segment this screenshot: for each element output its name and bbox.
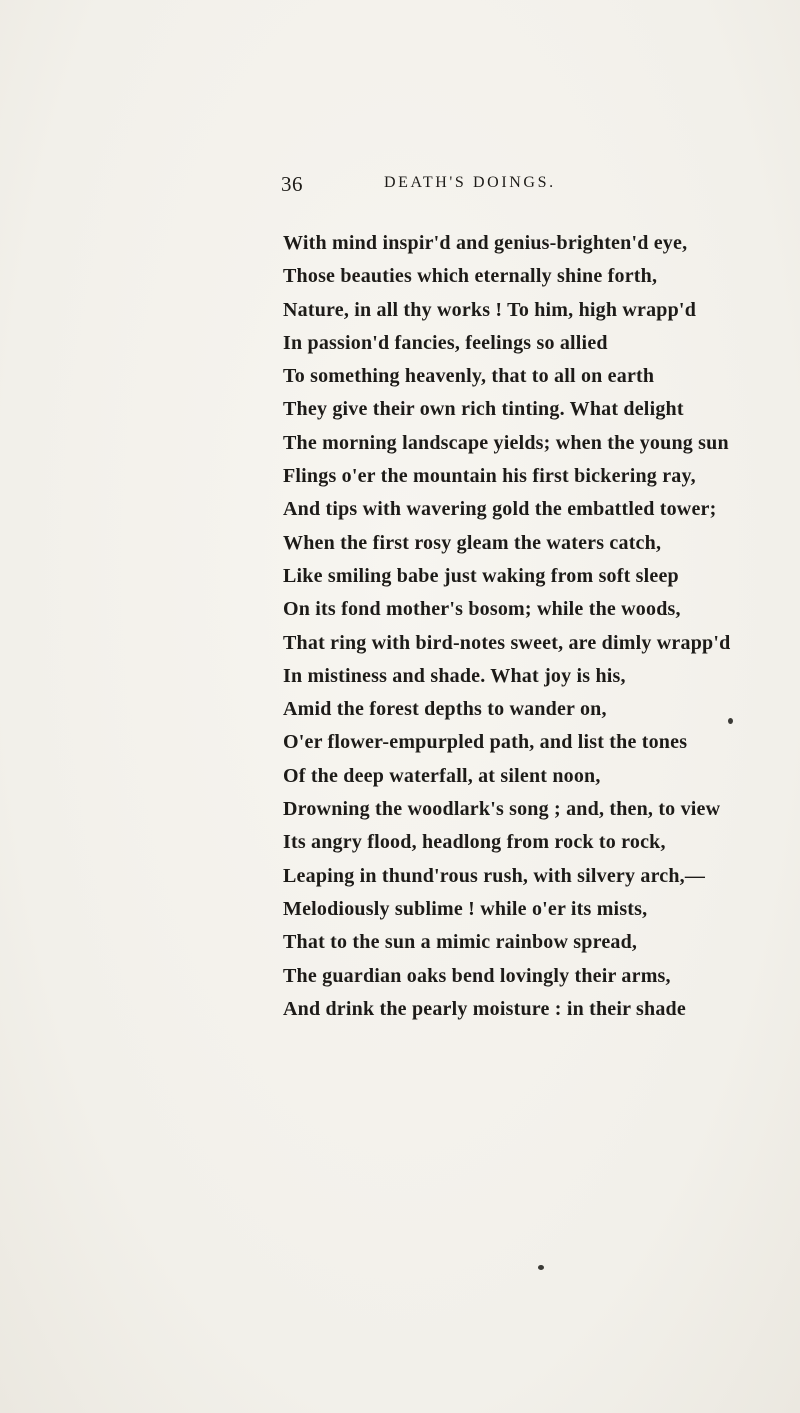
poem-line: Of the deep waterfall, at silent noon,	[283, 764, 601, 787]
poem-line: And drink the pearly moisture : in their shade	[283, 997, 686, 1020]
ink-speck	[538, 1265, 544, 1270]
poem-line: In passion'd fancies, feelings so allied	[283, 331, 608, 354]
poem-line: Like smiling babe just waking from soft sleep	[283, 564, 679, 587]
poem-line: In mistiness and shade. What joy is his,	[283, 664, 626, 687]
poem-line: Nature, in all thy works ! To him, high wrapp'd	[283, 298, 697, 321]
poem-line: Melodiously sublime ! while o'er its mists,	[283, 897, 648, 920]
poem-line: With mind inspir'd and genius-brighten'd eye,	[283, 232, 688, 254]
poem-line: The morning landscape yields; when the young sun	[283, 431, 729, 454]
running-title: DEATH'S DOINGS.	[384, 174, 556, 191]
poem-line: To something heavenly, that to all on earth	[283, 365, 655, 388]
page-number: 36	[281, 172, 303, 196]
poem-text	[283, 227, 730, 1026]
poem-line: That ring with bird-notes sweet, are dimly wrapp'd	[283, 631, 731, 654]
poem-line: That to the sun a mimic rainbow spread,	[283, 931, 638, 954]
poem-line: Flings o'er the mountain his first bickering ray,	[283, 465, 696, 488]
poem-line: When the first rosy gleam the waters catch,	[283, 531, 662, 554]
poem-line: Those beauties which eternally shine forth,	[283, 265, 658, 288]
poem-line: They give their own rich tinting. What delight	[283, 398, 684, 421]
poem-line: Amid the forest depths to wander on,	[283, 698, 607, 721]
poem-line: Leaping in thund'rous rush, with silvery arch,—	[283, 864, 706, 887]
poem-line: The guardian oaks bend lovingly their arms,	[283, 964, 671, 987]
poem-line: And tips with wavering gold the embattled tower;	[283, 498, 717, 521]
poem-line: O'er flower-empurpled path, and list the tones	[283, 731, 688, 754]
poem-line: On its fond mother's bosom; while the woods,	[283, 598, 681, 621]
ink-speck	[728, 718, 733, 724]
poem-line: Drowning the woodlark's song ; and, then, to view	[283, 798, 721, 821]
poem-line: Its angry flood, headlong from rock to rock,	[283, 831, 666, 854]
